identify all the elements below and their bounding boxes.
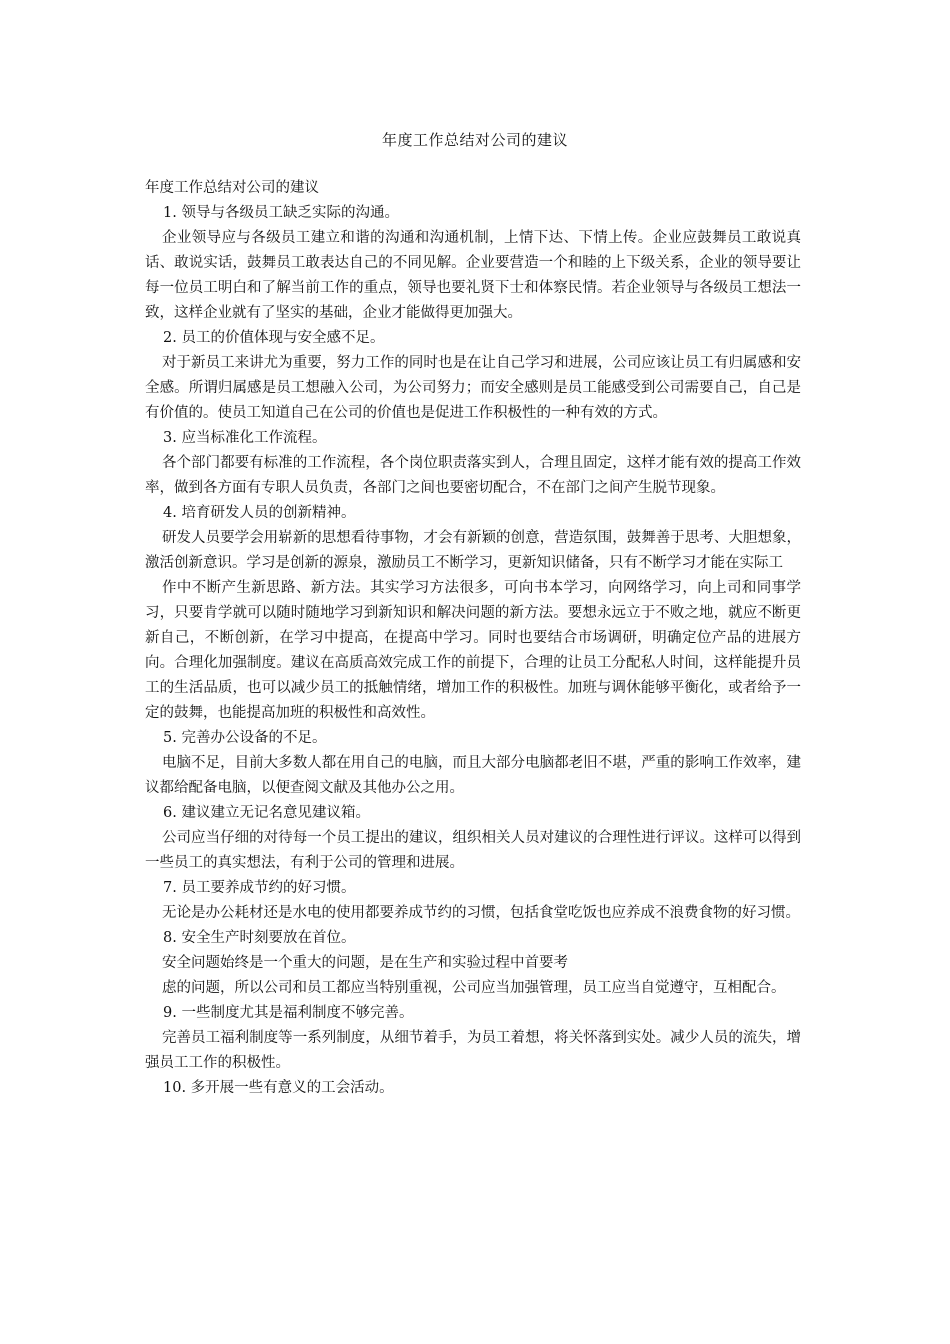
- paragraph: 安全问题始终是一个重大的问题，是在生产和实验过程中首要考: [162, 955, 568, 971]
- section-heading: 10. 多开展一些有意义的工会活动。: [163, 1080, 394, 1096]
- document-body: [145, 176, 801, 1101]
- section-heading: 8. 安全生产时刻要放在首位。: [163, 930, 356, 946]
- section-heading: 4. 培育研发人员的创新精神。: [163, 505, 356, 521]
- section-heading: 9. 一些制度尤其是福利制度不够完善。: [163, 1005, 414, 1021]
- section-heading: 3. 应当标准化工作流程。: [163, 430, 327, 446]
- paragraph: 对于新员工来讲尤为重要，努力工作的同时也是在让自己学习和进展，公司应该让员工有归属感和安全感。所谓归属感是员工想融入公司，为公司努力；而安全感则是员工能感受到公司需要自己，自己是有价值的。使员工知道自己在公司的价值也是促进工作积极性的一种有效的方式。: [145, 355, 801, 421]
- paragraph: 企业领导应与各级员工建立和谐的沟通和沟通机制，上情下达、下情上传。企业应鼓舞员工敢说真话、敢说实话，鼓舞员工敢表达自己的不同见解。企业要营造一个和睦的上下级关系，企业的领导要让每一位员工明白和了解当前工作的重点，领导也要礼贤下士和体察民情。若企业领导与各级员工想法一致，这样企业就有了坚实的基础，企业才能做得更加强大。: [145, 230, 801, 321]
- section-heading: 5. 完善办公设备的不足。: [163, 730, 327, 746]
- paragraph: 电脑不足，目前大多数人都在用自己的电脑，而且大部分电脑都老旧不堪，严重的影响工作效率，建议都给配备电脑，以便查阅文献及其他办公之用。: [145, 755, 801, 796]
- section-heading: 7. 员工要养成节约的好习惯。: [163, 880, 356, 896]
- paragraph: 无论是办公耗材还是水电的使用都要养成节约的习惯，包括食堂吃饭也应养成不浪费食物的好习惯。: [162, 905, 800, 921]
- section-heading: 6. 建议建立无记名意见建议箱。: [163, 805, 370, 821]
- section-heading: 1. 领导与各级员工缺乏实际的沟通。: [163, 205, 399, 221]
- paragraph: 作中不断产生新思路、新方法。其实学习方法很多，可向书本学习，向网络学习，向上司和同事学习，只要肯学就可以随时随地学习到新知识和解决问题的新方法。要想永远立于不败之地，就应不断更新自己，不断创新，在学习中提高，在提高中学习。同时也要结合市场调研，明确定位产品的进展方向。合理化加强制度。建议在高质高效完成工作的前提下，合理的让员工分配私人时间，这样能提升员工的生活品质，也可以减少员工的抵触情绪，增加工作的积极性。加班与调休能够平衡化，或者给予一定的鼓舞，也能提高加班的积极性和高效性。: [145, 580, 801, 721]
- paragraph: 公司应当仔细的对待每一个员工提出的建议，组织相关人员对建议的合理性进行评议。这样可以得到一些员工的真实想法，有利于公司的管理和进展。: [145, 830, 801, 871]
- paragraph: 虑的问题，所以公司和员工都应当特别重视，公司应当加强管理，员工应当自觉遵守，互相配合。: [162, 980, 786, 996]
- document-title: 年度工作总结对公司的建议: [381, 131, 568, 149]
- paragraph: 研发人员要学会用崭新的思想看待事物，才会有新颖的创意，营造氛围，鼓舞善于思考、大胆想象，激活创新意识。学习是创新的源泉，激励员工不断学习，更新知识储备，只有不断学习才能在实际工: [145, 530, 801, 571]
- section-heading: 2. 员工的价值体现与安全感不足。: [163, 330, 385, 346]
- paragraph: 各个部门都要有标准的工作流程，各个岗位职责落实到人，合理且固定，这样才能有效的提高工作效率，做到各方面有专职人员负责，各部门之间也要密切配合，不在部门之间产生脱节现象。: [145, 455, 801, 496]
- paragraph: 完善员工福利制度等一系列制度，从细节着手，为员工着想，将关怀落到实处。减少人员的流失，增强员工工作的积极性。: [145, 1030, 801, 1071]
- document-subtitle: 年度工作总结对公司的建议: [145, 180, 319, 196]
